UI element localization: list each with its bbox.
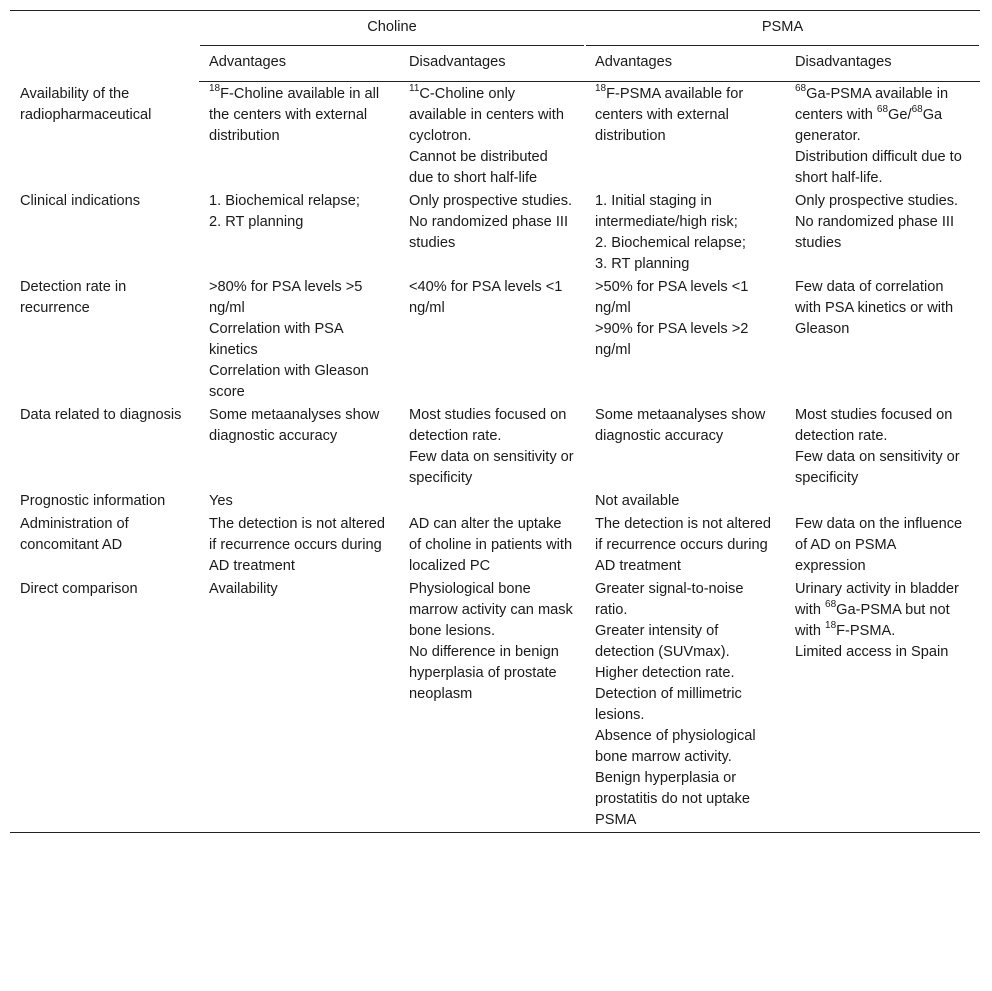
- cell-text: Detection of millimetric lesions.: [595, 686, 742, 723]
- cell-choline-advantages: [199, 82, 399, 191]
- cell-choline-advantages: [199, 490, 399, 513]
- table-row: [10, 190, 980, 276]
- cell-text: F-PSMA available for centers with external distribution: [595, 86, 744, 144]
- cell-text: 2. Biochemical relapse;: [595, 235, 746, 251]
- group-header-row: [10, 11, 980, 47]
- cell-psma-advantages: [585, 190, 785, 276]
- isotope-superscript: 18: [595, 83, 607, 95]
- header-choline-disadvantages: Disadvantages: [399, 46, 585, 82]
- cell-text: F-PSMA.: [836, 623, 896, 639]
- cell-choline-advantages: [199, 404, 399, 490]
- cell-text: Physiological bone marrow activity can mask bone lesions.: [409, 581, 573, 639]
- header-psma-advantages: Advantages: [585, 46, 785, 82]
- cell-choline-disadvantages: [399, 404, 585, 490]
- cell-text: Limited access in Spain: [795, 644, 949, 660]
- isotope-superscript: 18: [825, 620, 837, 632]
- comparison-table-container: [10, 10, 980, 833]
- cell-psma-advantages: [585, 490, 785, 513]
- cell-choline-advantages: [199, 276, 399, 404]
- table-row: [10, 82, 980, 191]
- choline-vs-psma-table: [10, 10, 980, 833]
- cell-text: Most studies focused on detection rate.: [409, 407, 567, 444]
- cell-text: Not available: [595, 493, 680, 509]
- sub-header-blank: [10, 46, 199, 82]
- isotope-superscript: 18: [209, 83, 221, 95]
- cell-psma-disadvantages: [785, 190, 980, 276]
- cell-text: Ga-PSMA available in centers with: [795, 86, 949, 123]
- cell-text: Higher detection rate.: [595, 665, 735, 681]
- cell-text: Absence of physiological bone marrow activity.: [595, 728, 756, 765]
- header-psma-disadvantages: Disadvantages: [785, 46, 980, 82]
- cell-text: Cannot be distributed due to short half-life: [409, 149, 548, 186]
- cell-text: Ga-PSMA but not with: [795, 602, 950, 639]
- row-label: Availability of the radiopharmaceutical: [20, 85, 152, 123]
- row-label: Clinical indications: [20, 193, 141, 209]
- table-row: [10, 490, 980, 513]
- cell-text: Ga generator.: [795, 107, 943, 144]
- cell-text: Distribution difficult due to short half-life.: [795, 149, 962, 186]
- row-label: Administration of concomitant AD: [20, 516, 129, 553]
- cell-text: Urinary activity in bladder with: [795, 581, 959, 618]
- cell-text: >80% for PSA levels >5 ng/ml: [209, 279, 363, 316]
- cell-text: F-Choline available in all the centers with external distribution: [209, 86, 380, 144]
- header-choline-advantages: Advantages: [199, 46, 399, 82]
- table-row: [10, 404, 980, 490]
- cell-choline-disadvantages: [399, 513, 585, 578]
- row-label: Direct comparison: [10, 578, 199, 833]
- table-row: [10, 276, 980, 404]
- cell-text: >90% for PSA levels >2 ng/ml: [595, 321, 749, 358]
- cell-choline-advantages: [199, 578, 399, 833]
- cell-psma-advantages: [585, 276, 785, 404]
- row-label: Detection rate in recurrence: [20, 279, 127, 316]
- cell-text: >50% for PSA levels <1 ng/ml: [595, 279, 749, 316]
- header-blank: [10, 11, 199, 47]
- cell-text: AD can alter the uptake of choline in patients with localized PC: [409, 516, 573, 574]
- cell-text: Yes: [209, 493, 233, 509]
- cell-text: Ge/: [888, 107, 912, 123]
- cell-psma-advantages: [585, 82, 785, 191]
- cell-text: 1. Initial staging in intermediate/high risk;: [595, 193, 738, 230]
- cell-choline-disadvantages: [399, 276, 585, 404]
- isotope-superscript: 68: [825, 599, 837, 611]
- cell-choline-disadvantages: [399, 490, 585, 513]
- cell-text: No randomized phase III studies: [409, 214, 568, 251]
- cell-psma-disadvantages: [785, 490, 980, 513]
- cell-text: 2. RT planning: [209, 214, 304, 230]
- cell-text: No difference in benign hyperplasia of prostate neoplasm: [409, 644, 559, 702]
- cell-choline-disadvantages: [399, 82, 585, 191]
- cell-text: Only prospective studies.: [795, 193, 959, 209]
- cell-text: Some metaanalyses show diagnostic accuracy: [209, 407, 380, 444]
- group-underline: [200, 45, 584, 46]
- row-label: Prognostic information: [20, 493, 166, 509]
- cell-text: Most studies focused on detection rate.: [795, 407, 953, 444]
- cell-choline-advantages: [199, 513, 399, 578]
- group-underline: [586, 45, 979, 46]
- group-header-choline: Choline: [199, 11, 585, 47]
- cell-text: Some metaanalyses show diagnostic accuracy: [595, 407, 766, 444]
- cell-psma-disadvantages: [785, 404, 980, 490]
- cell-text: Benign hyperplasia or prostatitis do not uptake PSMA: [595, 770, 750, 828]
- cell-text: Greater intensity of detection (SUVmax).: [595, 623, 730, 660]
- isotope-superscript: 68: [795, 83, 807, 95]
- cell-text: Few data on sensitivity or specificity: [409, 449, 574, 486]
- cell-choline-advantages: [199, 190, 399, 276]
- cell-psma-advantages: [585, 404, 785, 490]
- cell-text: Few data on sensitivity or specificity: [795, 449, 960, 486]
- cell-psma-advantages: [585, 578, 785, 833]
- sub-header-row: [10, 46, 980, 82]
- cell-text: 1. Biochemical relapse;: [209, 193, 360, 209]
- cell-text: C-Choline only available in centers with cyclotron.: [409, 86, 564, 144]
- cell-text: 3. RT planning: [595, 256, 690, 272]
- cell-text: Only prospective studies.: [409, 193, 573, 209]
- row-label: Data related to diagnosis: [20, 407, 182, 423]
- cell-psma-disadvantages: [785, 82, 980, 191]
- isotope-superscript: 68: [876, 104, 889, 116]
- table-row: [10, 578, 980, 833]
- cell-text: Correlation with Gleason score: [209, 363, 369, 400]
- isotope-superscript: 68: [911, 104, 923, 116]
- cell-text: The detection is not altered if recurrence occurs during AD treatment: [595, 516, 772, 574]
- cell-choline-disadvantages: [399, 578, 585, 833]
- cell-text: Correlation with PSA kinetics: [209, 321, 343, 358]
- group-header-psma: PSMA: [585, 11, 980, 47]
- cell-choline-disadvantages: [399, 190, 585, 276]
- cell-text: Few data of correlation with PSA kinetics or with Gleason: [795, 279, 954, 337]
- isotope-superscript: 11: [409, 83, 420, 95]
- cell-psma-disadvantages: [785, 276, 980, 404]
- cell-text: No randomized phase III studies: [795, 214, 954, 251]
- cell-text: <40% for PSA levels <1 ng/ml: [409, 279, 563, 316]
- cell-psma-disadvantages: [785, 578, 980, 833]
- cell-psma-advantages: [585, 513, 785, 578]
- cell-text: The detection is not altered if recurrence occurs during AD treatment: [209, 516, 386, 574]
- cell-text: Greater signal-to-noise ratio.: [595, 581, 744, 618]
- cell-psma-disadvantages: [785, 513, 980, 578]
- table-row: [10, 513, 980, 578]
- cell-text: Few data on the influence of AD on PSMA expression: [795, 516, 963, 574]
- cell-text: Availability: [209, 581, 278, 597]
